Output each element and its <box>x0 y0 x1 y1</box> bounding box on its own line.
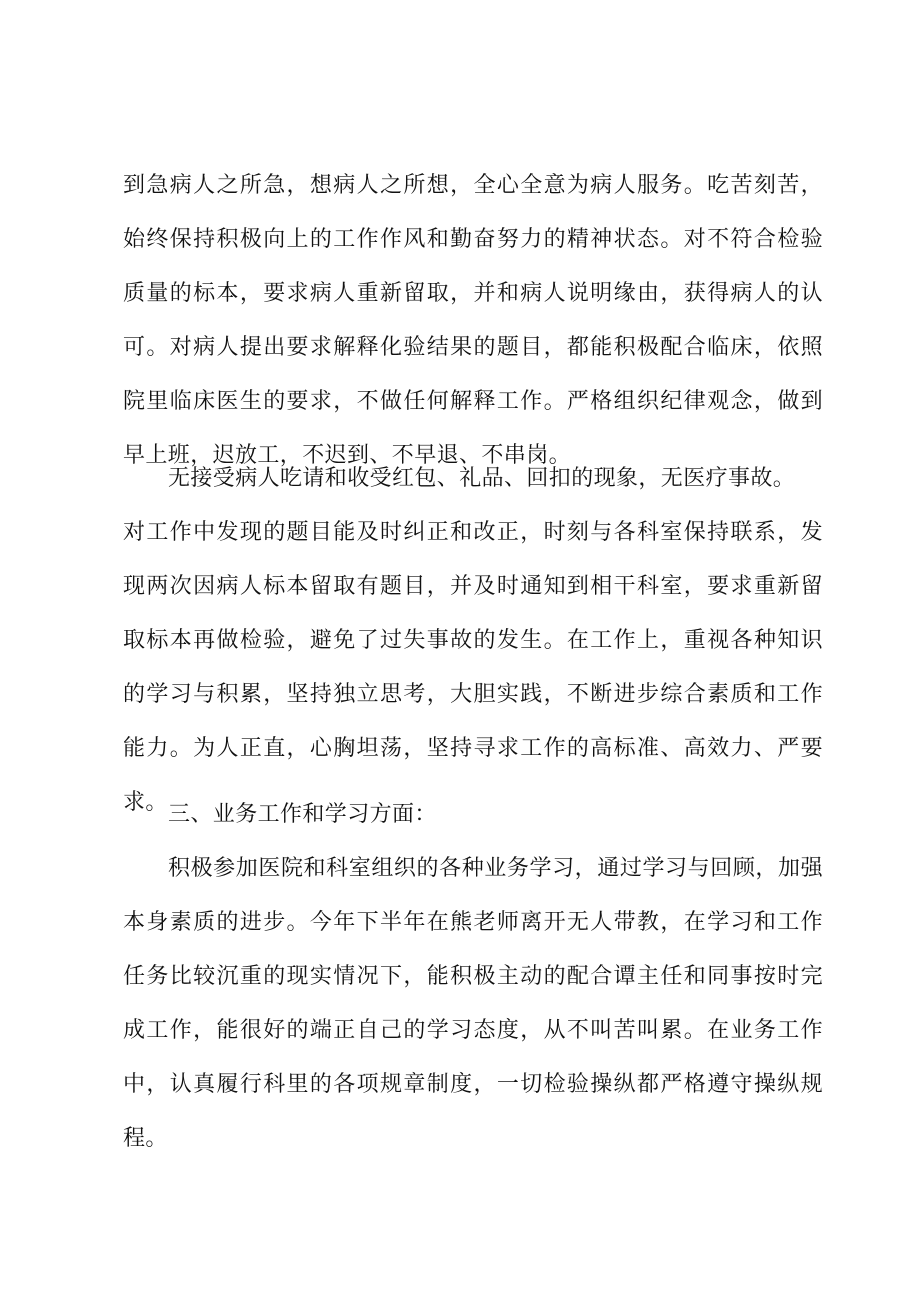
text-line: 能力。为人正直，心胸坦荡，坚持寻求工作的高标准、高效力、严要 <box>123 736 823 761</box>
text-line: 到急病人之所急，想病人之所想，全心全意为病人服务。吃苦刻苦， <box>123 173 823 198</box>
section-heading: 三、业务工作和学习方面： <box>168 802 437 827</box>
text-line: 本身素质的进步。今年下半年在熊老师离开无人带教，在学习和工作 <box>123 910 823 935</box>
text-line: 求。 <box>123 790 168 815</box>
text-line: 现两次因病人标本留取有题目，并及时通知到相干科室，要求重新留 <box>123 574 823 599</box>
paragraph-4-line-1: 积极参加医院和科室组织的各种业务学习，通过学习与回顾，加强 <box>168 856 823 881</box>
text-line: 可。对病人提出要求解释化验结果的题目，都能积极配合临床，依照 <box>123 335 823 360</box>
text-line: 成工作，能很好的端正自己的学习态度，从不叫苦叫累。在业务工作 <box>123 1018 823 1043</box>
text-line: 早上班，迟放工，不迟到、不早退、不串岗。 <box>123 443 572 468</box>
text-line: 院里临床医生的要求，不做任何解释工作。严格组织纪律观念，做到 <box>123 389 823 414</box>
text-line: 中，认真履行科里的各项规章制度，一切检验操纵都严格遵守操纵规 <box>123 1072 823 1097</box>
text-line: 的学习与积累，坚持独立思考，大胆实践，不断进步综合素质和工作 <box>123 682 823 707</box>
text-line: 任务比较沉重的现实情况下，能积极主动的配合谭主任和同事按时完 <box>123 964 823 989</box>
text-line: 程。 <box>123 1126 168 1151</box>
text-line: 质量的标本，要求病人重新留取，并和病人说明缘由，获得病人的认 <box>123 281 823 306</box>
text-line: 始终保持积极向上的工作作风和勤奋努力的精神状态。对不符合检验 <box>123 227 823 252</box>
text-line: 取标本再做检验，避免了过失事故的发生。在工作上，重视各种知识 <box>123 628 823 653</box>
paragraph-2-line-1: 无接受病人吃请和收受红包、礼品、回扣的现象，无医疗事故。 <box>168 466 796 491</box>
text-line: 对工作中发现的题目能及时纠正和改正，时刻与各科室保持联系，发 <box>123 520 823 545</box>
